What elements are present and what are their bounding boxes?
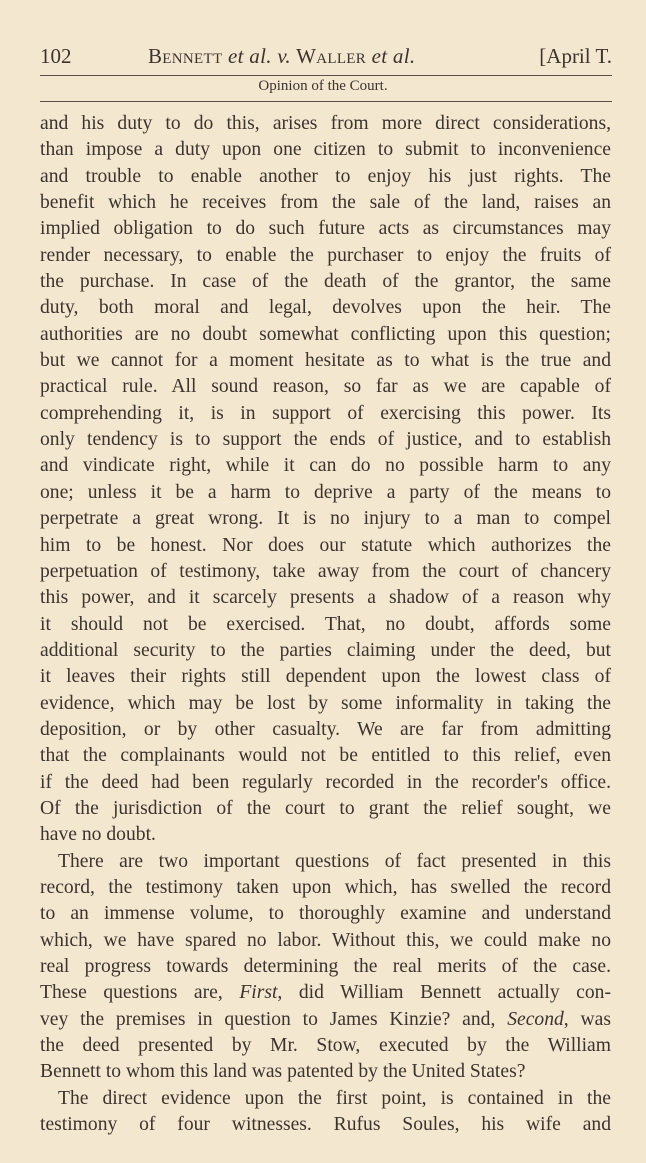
text-span: the deed presented by Mr. Stow, executed by the William xyxy=(40,1035,611,1057)
text-span: this power, and it scarcely presents a shadow of a reason why xyxy=(40,587,611,609)
page-number: 102 xyxy=(40,44,72,68)
text-span: Bennett to whom this land was patented by the United States? xyxy=(40,1061,526,1083)
text-line xyxy=(40,770,611,796)
text-line xyxy=(40,533,611,559)
text-span: and trouble to enable another to enjoy his just rights. The xyxy=(40,165,611,187)
text-line xyxy=(40,164,611,190)
text-span: that the complainants would not be entitled to this relief, even xyxy=(40,745,611,767)
text-span: if the deed had been regularly recorded in the recorder's office. xyxy=(40,771,611,793)
defendant-name: Waller xyxy=(290,44,372,68)
text-line xyxy=(40,691,611,717)
text-line xyxy=(40,295,611,321)
text-span: record, the testimony taken upon which, has swelled the record xyxy=(40,876,611,898)
text-span: only tendency is to support the ends of justice, and to establish xyxy=(40,429,611,451)
text-line xyxy=(40,585,611,611)
text-span: testimony of four witnesses. Rufus Soules, his wife and xyxy=(40,1114,611,1136)
text-span: practical rule. All sound reason, so far as we are capable of xyxy=(40,376,611,398)
case-title xyxy=(148,44,415,69)
text-line xyxy=(40,980,611,1006)
text-line xyxy=(40,849,611,875)
text-span: , did William Bennett actually con- xyxy=(277,982,611,1004)
text-line xyxy=(40,401,611,427)
text-line xyxy=(40,243,611,269)
text-span: benefit which he receives from the sale of the land, raises an xyxy=(40,192,611,214)
text-line xyxy=(40,1112,611,1138)
text-span: implied obligation to do such future acts as circumstances may xyxy=(40,218,611,240)
text-span: and his duty to do this, arises from more direct considerations, xyxy=(40,113,611,134)
text-line xyxy=(40,743,611,769)
text-line xyxy=(40,111,611,137)
text-line xyxy=(40,216,611,242)
text-line xyxy=(40,348,611,374)
text-span: deposition, or by other casualty. We are far from admitting xyxy=(40,718,611,740)
text-span: Of the jurisdiction of the court to grant the relief sought, we xyxy=(40,797,611,819)
text-line xyxy=(40,322,611,348)
text-line xyxy=(40,875,611,901)
text-span: duty, both moral and legal, devolves upon the heir. The xyxy=(40,297,611,319)
et-al: et al. xyxy=(371,44,416,68)
text-span: authorities are no doubt somewhat conflicting upon this question; xyxy=(40,323,611,345)
header-rule xyxy=(40,75,612,76)
text-span: the purchase. In case of the death of the grantor, the same xyxy=(40,271,611,293)
text-span: one; unless it be a harm to deprive a party of the means to xyxy=(40,481,611,503)
text-line xyxy=(40,427,611,453)
text-line xyxy=(40,374,611,400)
text-line xyxy=(40,822,611,848)
text-span: him to be honest. Nor does our statute which authorizes the xyxy=(40,534,611,556)
text-line xyxy=(40,796,611,822)
text-line xyxy=(40,954,611,980)
text-span: perpetuation of testimony, take away from the court of chancery xyxy=(40,560,611,582)
text-line xyxy=(40,1033,611,1059)
italic-text: First xyxy=(239,982,278,1004)
text-line xyxy=(40,664,611,690)
text-span: it should not be exercised. That, no doubt, affords some xyxy=(40,613,611,635)
text-span: perpetrate a great wrong. It is no injury to a man to compel xyxy=(40,508,611,530)
text-span: additional security to the parties claiming under the deed, but xyxy=(40,639,611,661)
text-line xyxy=(40,480,611,506)
text-span: but we cannot for a moment hesitate as to what is the true and xyxy=(40,350,611,372)
text-span: render necessary, to enable the purchaser to enjoy the fruits of xyxy=(40,244,611,266)
text-line xyxy=(40,717,611,743)
running-header xyxy=(40,44,612,72)
text-line xyxy=(40,928,611,954)
subheader-rule xyxy=(40,101,612,102)
text-line xyxy=(40,190,611,216)
text-line xyxy=(40,1059,611,1085)
text-line xyxy=(40,453,611,479)
term-label: [April T. xyxy=(539,44,612,68)
text-span: and vindicate right, while it can do no possible harm to any xyxy=(40,455,611,477)
text-line xyxy=(40,269,611,295)
body-text xyxy=(40,111,611,1138)
text-span: to an immense volume, to thoroughly examine and understand xyxy=(40,903,611,925)
text-line xyxy=(40,1007,611,1033)
text-line xyxy=(40,901,611,927)
text-span: have no doubt. xyxy=(40,824,156,846)
text-span: it leaves their rights still dependent upon the lowest class of xyxy=(40,666,611,688)
text-span: There are two important questions of fact presented in this xyxy=(58,850,611,872)
text-line xyxy=(40,1086,611,1112)
text-span: vey the premises in question to James Kinzie? and, xyxy=(40,1008,508,1030)
text-span: The direct evidence upon the first point, is contained in the xyxy=(58,1087,611,1109)
italic-text: Second xyxy=(507,1008,564,1030)
text-span: These questions are, xyxy=(40,982,240,1004)
text-line xyxy=(40,559,611,585)
versus: v. xyxy=(277,44,291,68)
section-subheader: Opinion of the Court. xyxy=(258,78,388,94)
text-line xyxy=(40,137,611,163)
text-span: comprehending it, is in support of exercising this power. Its xyxy=(40,402,611,424)
text-span: which, we have spared no labor. Without this, we could make no xyxy=(40,929,611,951)
et-al: et al. xyxy=(222,44,278,68)
text-line xyxy=(40,612,611,638)
text-line xyxy=(40,506,611,532)
text-span: evidence, which may be lost by some informality in taking the xyxy=(40,692,611,714)
text-span: real progress towards determining the real merits of the case. xyxy=(40,956,611,977)
plaintiff-name: Bennett xyxy=(148,44,223,68)
text-line xyxy=(40,638,611,664)
text-span: than impose a duty upon one citizen to submit to inconvenience xyxy=(40,139,611,161)
text-span: , was xyxy=(563,1008,611,1030)
